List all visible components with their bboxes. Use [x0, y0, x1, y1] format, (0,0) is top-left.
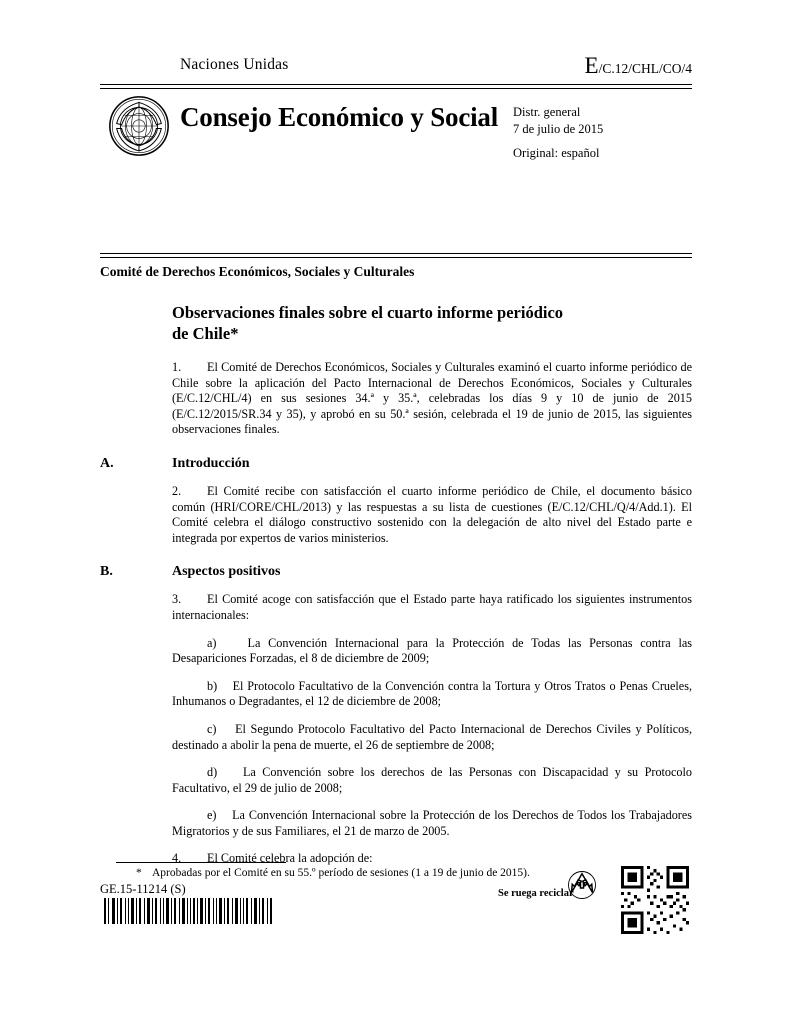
document-symbol-suffix: /C.12/CHL/CO/4	[598, 61, 692, 76]
list-item	[172, 808, 692, 839]
organization-name: Naciones Unidas	[180, 56, 289, 73]
section-heading-b	[100, 564, 692, 580]
list-item-label-c: c)	[207, 721, 217, 736]
section-a-letter: A.	[100, 455, 114, 471]
footnote-rule	[116, 862, 286, 863]
organ-title: Consejo Económico y Social	[180, 102, 499, 132]
footnote-marker: *	[136, 867, 142, 879]
section-a-title: Introducción	[172, 455, 250, 471]
document-symbol	[585, 54, 692, 78]
footnote-text: Aprobadas por el Comité en su 55.º período de sesiones (1 a 19 de junio de 2015).	[152, 867, 530, 879]
page-title	[172, 302, 692, 344]
list-item	[172, 765, 692, 796]
qr-code	[621, 866, 689, 934]
paragraph-4	[172, 851, 692, 867]
paragraph-4-text: El Comité celebra la adopción de:	[207, 851, 373, 866]
list-item-label-d: d)	[207, 765, 218, 780]
list-item-text-d: La Convención sobre los derechos de las Personas con Discapacidad y su Protocolo Facultativo, el 29 de julio de 2008;	[172, 765, 693, 795]
list-item	[172, 679, 692, 710]
paragraph-4-number: 4.	[172, 851, 182, 866]
distribution-info	[513, 104, 603, 137]
committee-name: Comité de Derechos Económicos, Sociales y Culturales	[100, 264, 415, 279]
section-heading-a	[100, 456, 692, 472]
section-b-letter: B.	[100, 564, 113, 580]
distribution-date: 7 de julio de 2015	[513, 121, 604, 136]
paragraph-3	[172, 592, 692, 623]
list-item-text-c: El Segundo Protocolo Facultativo del Pacto Internacional de Derechos Civiles y Políticos, destinado a abolir la pena de muerte, el 26 de septiembre de 2008;	[172, 721, 693, 752]
masthead	[100, 53, 692, 78]
job-number: GE.15-11214 (S)	[100, 882, 186, 896]
page-title-line1: Observaciones finales sobre el cuarto informe periódico	[172, 303, 564, 322]
list-item	[172, 722, 692, 753]
original-language: Original: español	[513, 146, 600, 160]
paragraph-2-number: 2.	[172, 483, 182, 498]
page-title-line2: de Chile*	[172, 324, 239, 343]
paragraph-3-number: 3.	[172, 592, 182, 607]
organ-block	[100, 96, 692, 176]
recycle-icon	[567, 870, 597, 900]
recycle-label: Se ruega reciclar	[498, 888, 574, 899]
paragraph-1	[172, 360, 692, 438]
paragraph-2	[172, 484, 692, 546]
paragraph-1-number: 1.	[172, 360, 182, 374]
list-item-label-a: a)	[207, 635, 217, 650]
paragraph-3-text: El Comité acoge con satisfacción que el Estado parte haya ratificado los siguientes instrumentos internacionales:	[172, 592, 692, 622]
un-emblem-icon	[108, 95, 170, 157]
list-item-label-b: b)	[207, 678, 218, 693]
list-item-label-e: e)	[207, 808, 217, 823]
barcode	[104, 898, 272, 924]
document-symbol-prefix: E	[584, 53, 599, 78]
body-rule-thick	[100, 253, 692, 254]
paragraph-2-text: El Comité recibe con satisfacción el cuarto informe periódico de Chile, el documento básico común (HRI/CORE/CHL/2013) y las respuestas a su lista de cuestiones (E/C.12/CHL/Q/4/Add.1). El Comité celebra el diálogo constructivo sostenido con la delegación de alto nivel del Estado parte e integrada por expertos de varios ministerios.	[172, 483, 692, 545]
section-b-title: Aspectos positivos	[172, 564, 281, 580]
document-content	[100, 264, 692, 879]
paragraph-1-text: El Comité de Derechos Económicos, Sociales y Culturales examinó el cuarto informe periódico de Chile sobre la aplicación del Pacto Internacional de Derechos Económicos, Sociales y Culturales (E/C.12/CHL/4) en sus sesiones 34.ª y 35.ª, celebradas los días 9 y 10 de junio de 2015 (E/C.12/2015/SR.34 y 35), y aprobó en su 50.ª sesión, celebrada el 19 de junio de 2015, las siguientes observaciones finales.	[172, 360, 692, 437]
list-item-text-e: La Convención Internacional sobre la Protección de los Derechos de Todos los Trabajadores Migratorios y de sus Familiares, el 21 de marzo de 2005.	[172, 808, 692, 838]
list-item-text-b: El Protocolo Facultativo de la Convención contra la Tortura y Otros Tratos o Penas Crueles, Inhumanos o Degradantes, el 12 de diciembre de 2008;	[172, 678, 693, 709]
distribution-label: Distr. general	[513, 105, 581, 119]
masthead-rule-thin	[100, 88, 692, 89]
masthead-rule-thick	[100, 84, 692, 85]
body-rule-thin	[100, 257, 692, 258]
list-item-text-a: La Convención Internacional para la Protección de Todas las Personas contra las Desapariciones Forzadas, el 8 de diciembre de 2009;	[172, 635, 692, 666]
list-item	[172, 636, 692, 667]
